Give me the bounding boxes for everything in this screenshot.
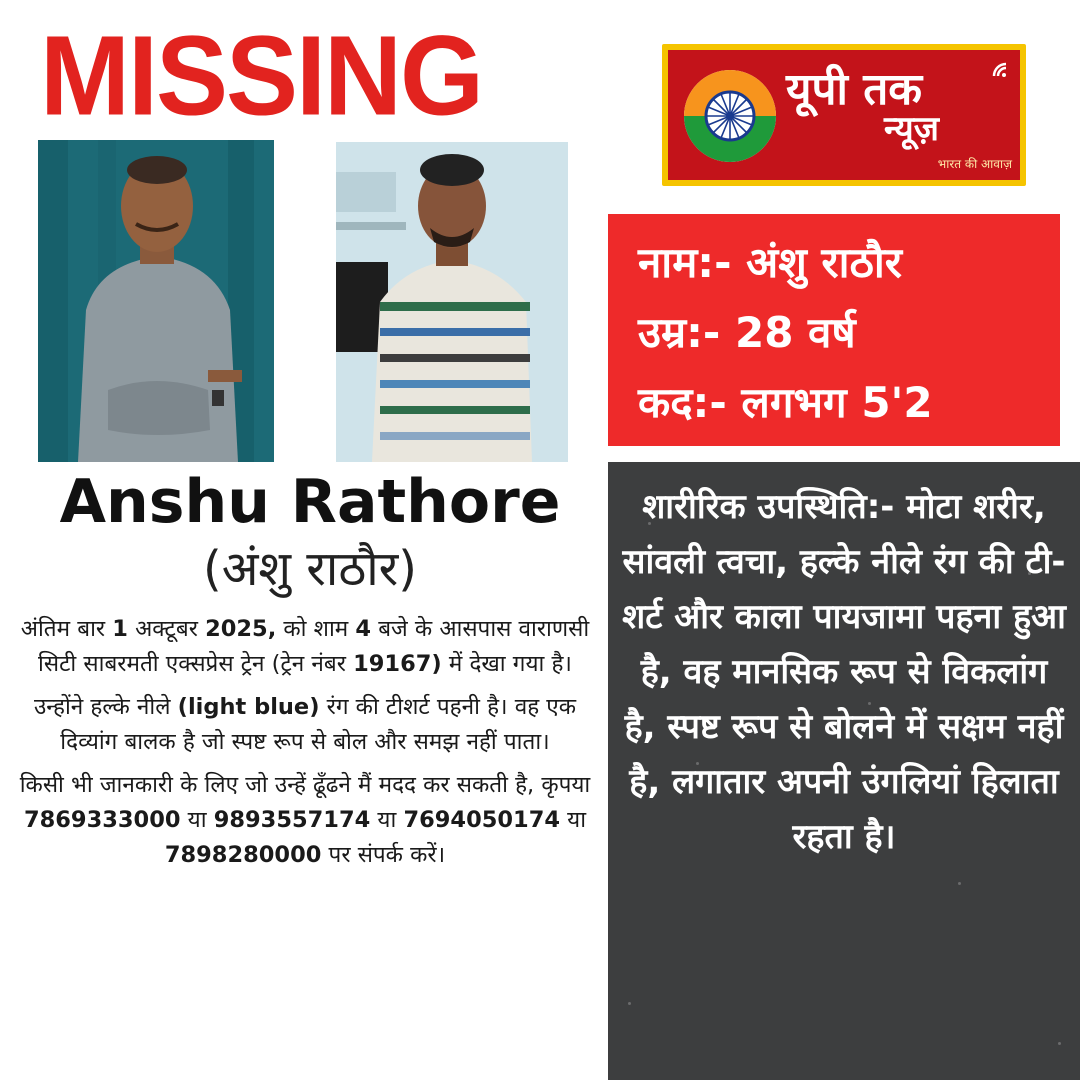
last-seen-details <box>10 612 600 1080</box>
text-segment: को शाम <box>276 616 356 642</box>
train-number: 19167) <box>353 651 442 677</box>
basic-info-box <box>608 214 1060 446</box>
contact-paragraph <box>10 768 600 873</box>
text-segment: पर संपर्क करें। <box>321 842 446 868</box>
text-segment: या <box>370 807 404 833</box>
phone-number: 7898280000 <box>164 842 322 868</box>
text-segment: अक्टूबर <box>127 616 206 642</box>
clothing-paragraph <box>10 690 600 760</box>
person-name-english: Anshu Rathore <box>59 467 561 537</box>
phone-number: 7694050174 <box>403 807 561 833</box>
person-photo-1-illustration <box>38 140 274 462</box>
text-segment: अंतिम बार <box>20 616 113 642</box>
missing-heading: MISSING <box>40 11 483 139</box>
text-segment: बजे के आसपास वाराणसी सिटी साबरमती एक्सप्रेस ट्रेन (ट्रेन नंबर <box>38 616 590 677</box>
text-segment: उन्होंने हल्के नीले <box>33 694 178 720</box>
text-segment: में देखा गया है। <box>441 651 572 677</box>
person-name-hindi: (अंशु राठौर) <box>202 541 418 597</box>
physical-description-text: शारीरिक उपस्थिति:- मोटा शरीर, सांवली त्वचा, हल्के नीले रंग की टी-शर्ट और काला पायजामा पहना हुआ है, वह मानसिक रूप से विकलांग है, स्पष्ट रूप से बोलने में सक्षम नहीं है, लगातार अपनी उंगलियां हिलाता रहता है। <box>622 487 1066 857</box>
phone-number: 9893557174 <box>213 807 371 833</box>
ashoka-chakra-icon <box>680 66 780 166</box>
text-segment: या <box>180 807 214 833</box>
text-segment: किसी भी जानकारी के लिए जो उन्हें ढूँढने मैं मदद कर सकती है, कृपया <box>19 772 591 798</box>
text-segment: रंग की टीशर्ट पहनी है। वह एक दिव्यांग बालक है जो स्पष्ट रूप से बोल और समझ नहीं पाता। <box>60 694 577 755</box>
logo-brand-name: यूपी तक <box>786 64 923 115</box>
logo-tagline: भारत की आवाज़ <box>937 157 1012 171</box>
age-line: उम्र:- 28 वर्ष <box>638 308 856 357</box>
missing-person-photo-2 <box>336 142 568 462</box>
missing-person-photo-1 <box>38 140 274 462</box>
phone-number: 7869333000 <box>23 807 181 833</box>
logo-sub-name: न्यूज़ <box>884 109 939 149</box>
up-tak-news-logo <box>662 44 1026 186</box>
last-seen-paragraph <box>10 612 600 682</box>
shirt-color: (light blue) <box>177 694 320 720</box>
date-year: 2025, <box>205 616 277 642</box>
date-day: 1 <box>112 616 128 642</box>
wifi-signal-icon <box>990 56 1016 82</box>
physical-description-box <box>608 462 1080 1080</box>
time-hour: 4 <box>355 616 372 642</box>
text-segment: या <box>560 807 587 833</box>
height-line: कद:- लगभग 5'2 <box>638 378 933 427</box>
name-line: नाम:- अंशु राठौर <box>638 238 902 287</box>
person-photo-2-illustration <box>336 142 568 462</box>
